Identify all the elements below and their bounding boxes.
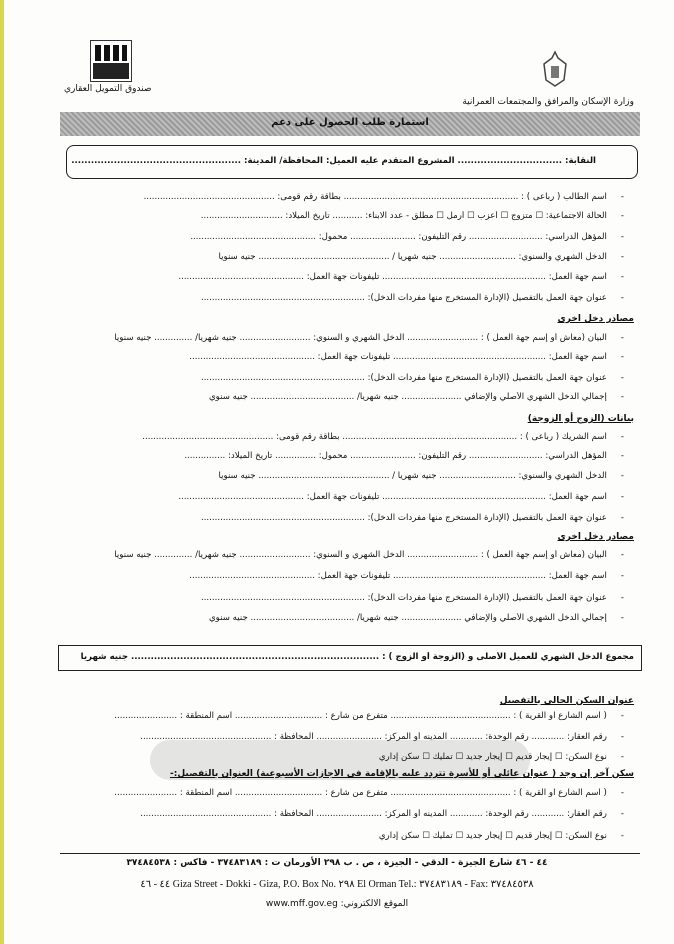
spouse-heading: بيانات (الزوج أو الزوجة) xyxy=(527,414,634,424)
spouse-education-row[interactable]: - المؤهل الدراسي: ........................... رقم التليفون: ........................ محمول: ............... تاريخ الميلاد: ............... xyxy=(70,451,624,461)
form-title: استمارة طلب الحصول على دعم xyxy=(271,117,429,128)
total-income-row[interactable]: - إجمالي الدخل الشهري الأصلي والإضافي ...................... جنيه شهرياً/ ...................................... جنيه سنوي xyxy=(70,392,624,402)
eagle-emblem-icon xyxy=(540,50,570,90)
syndicate-row[interactable]: النقابة: ................................ المشروع المتقدم عليه العميل: المحافظة/ المدينة: .................................................... xyxy=(71,156,596,166)
footer-website[interactable]: الموقع الالكتروني: www.mff.gov.eg xyxy=(265,899,409,909)
ministry-name: وزارة الإسكان والمرافق والمجتمعات العمرانية xyxy=(462,97,634,107)
spouse-total-income-row[interactable]: - إجمالي الدخل الشهري الأصلي والإضافي ...................... جنيه شهرياً/ ...................................... جنيه سنوي xyxy=(70,613,624,623)
address-unit-row[interactable]: - رقم العقار: ............ رقم الوحدة: ............ المدينه أو المركز: ........................ المحافظة : ................................................ xyxy=(70,732,624,742)
education-row[interactable]: - المؤهل الدراسي: ........................... رقم التليفون: ........................ محمول: .............................................. xyxy=(70,232,624,242)
other-employer-row[interactable]: - اسم جهة العمل: ........................................................ تليفونات جهة العمل: .............................................. xyxy=(70,352,624,362)
spouse-other-employer-address-row[interactable]: - عنوان جهة العمل بالتفصيل (الإدارة المستخرج منها مفردات الدخل): ............................................................ xyxy=(70,593,624,603)
spouse-other-income-row[interactable]: - البيان (معاش أو إسم جهة العمل ) : .......................... الدخل الشهري و السنوي: .......................... جنيه شهرياً/ .............. جنيه سنوياً xyxy=(70,550,624,560)
spouse-other-employer-row[interactable]: - اسم جهة العمل: ........................................................ تليفونات جهة العمل: .............................................. xyxy=(70,571,624,581)
spouse-other-income-heading: مصادر دخل اخرى xyxy=(557,532,634,542)
other-address-unit-row[interactable]: - رقم العقار: ............ رقم الوحدة: ............ المدينه أو المركز: ........................ المحافظة : ................................................ xyxy=(70,809,624,819)
other-income-heading: مصادر دخل اخرى xyxy=(557,314,634,324)
applicant-name-row[interactable]: - اسم الطالب ( رباعى ) : ................................................................ بطاقة رقم قومى: ................................................ xyxy=(70,192,624,202)
spouse-employer-row[interactable]: - اسم جهة العمل: ............................................................ تليفونات جهة العمل: .............................................. xyxy=(70,492,624,502)
spouse-income-row[interactable]: - الدخل الشهري والسنوي: ............................ جنيه شهرياً / ................................................ جنيه سنوياً xyxy=(70,471,624,481)
fund-logo xyxy=(90,40,132,82)
other-employer-address-row[interactable]: - عنوان جهة العمل بالتفصيل (الإدارة المستخرج منها مفردات الدخل): ............................................................ xyxy=(70,373,624,383)
footer-divider xyxy=(60,853,640,854)
other-address-heading: سكن آخر إن وجد ( عنوان عائلى أو للأسرة تتردد عليه بالإقامة فى الاجازات الأسبوعية) العنوان بالتفصيل:- xyxy=(170,769,634,779)
marital-status-row[interactable]: - الحالة الاجتماعية: ☐ متزوج ☐ أعزب ☐ أرمل ☐ مطلق - عدد الابناء: ........... تاريخ الميلاد: .............................. xyxy=(70,211,624,221)
combined-income-row[interactable]: مجموع الدخل الشهري للعميل الأصلى و (الزوجة أو الزوج ) : ............................................................................ جنيه شهرياً xyxy=(80,652,634,662)
footer-address-en: ٤٤ - ٤٦ Giza Street - Dokki - Giza, P.O. Box No. ٢٩٨ El Orman Tel.: ٣٧٤٨٣١٨٩ - Fax: ٣٧٤٨٤٥٣٨ xyxy=(140,879,534,890)
income-row[interactable]: - الدخل الشهري والسنوي: ............................ جنيه شهرياً / ................................................ جنيه سنوياً xyxy=(70,252,624,262)
other-address-street-row[interactable]: - ( اسم الشارع او القرية ) : ............................................ متفرع من شارع : ................................ اسم المنطقة : ....................... xyxy=(70,788,624,798)
footer-address-ar: ٤٤ - ٤٦ شارع الجيزة - الدقي - الجيزة ، ص . ب ٢٩٨ الأورمان ت : ٣٧٤٨٣١٨٩ - فاكس : ٣٧٤٨٤٥٣٨ xyxy=(126,858,548,868)
form-title-bar xyxy=(60,112,640,136)
address-street-row[interactable]: - ( اسم الشارع او القرية ) : ............................................ متفرع من شارع : ................................ اسم المنطقة : ....................... xyxy=(70,711,624,721)
scan-edge xyxy=(0,0,4,944)
employer-address-row[interactable]: - عنوان جهة العمل بالتفصيل (الإدارة المستخرج منها مفردات الدخل): ............................................................ xyxy=(70,293,624,303)
spouse-employer-address-row[interactable]: - عنوان جهة العمل بالتفصيل (الإدارة المستخرج منها مفردات الدخل): ............................................................ xyxy=(70,513,624,523)
employer-row[interactable]: - اسم جهة العمل: ............................................................ تليفونات جهة العمل: .............................................. xyxy=(70,272,624,282)
fund-name: صندوق التمويل العقاري xyxy=(64,84,152,94)
address-heading: عنوان السكن الحالي بالتفصيل xyxy=(499,696,634,706)
housing-type-row[interactable]: - نوع السكن: ☐ إيجار قديم ☐ إيجار جديد ☐ تمليك ☐ سكن إداري xyxy=(70,752,624,762)
other-housing-type-row[interactable]: - نوع السكن: ☐ إيجار قديم ☐ إيجار جديد ☐ تمليك ☐ سكن إداري xyxy=(70,831,624,841)
spouse-name-row[interactable]: - اسم الشريك ( رباعى ) : ................................................................ بطاقة رقم قومى: ................................................ xyxy=(70,432,624,442)
other-income-row[interactable]: - البيان (معاش أو إسم جهة العمل ) : .......................... الدخل الشهري و السنوي: .......................... جنيه شهرياً/ .............. جنيه سنوياً xyxy=(70,333,624,343)
